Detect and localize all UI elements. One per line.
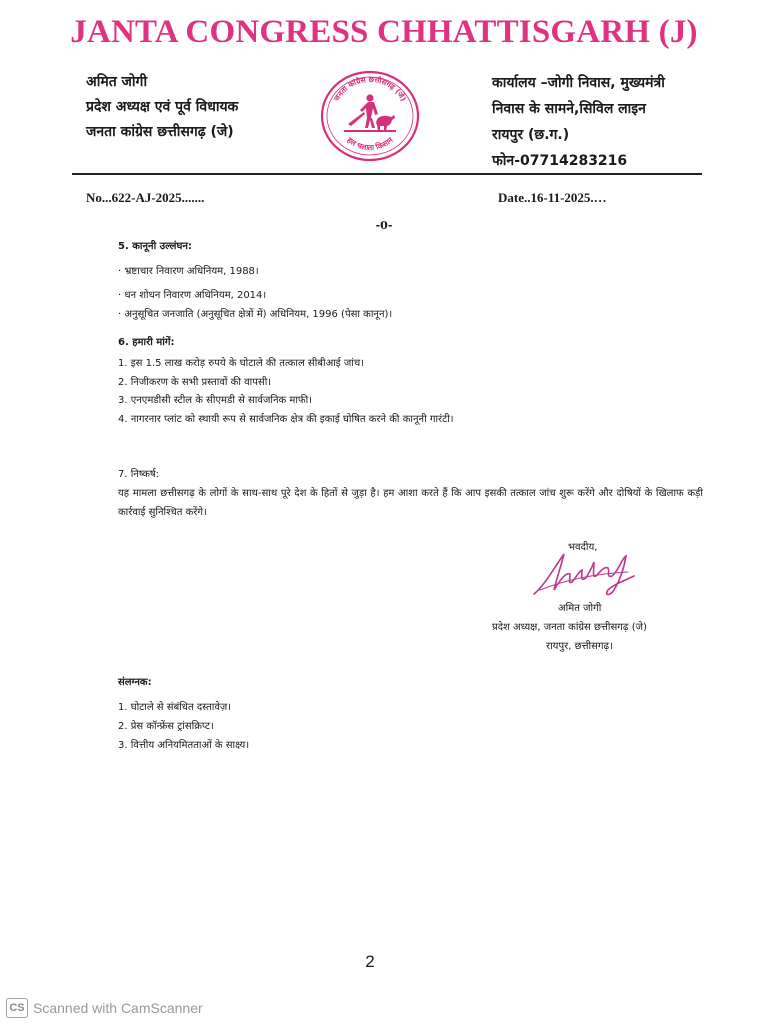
office-address-block (492, 70, 665, 174)
signature-image (530, 546, 640, 603)
salutation: भवदीय, (568, 542, 598, 553)
svg-text:हल चलाता किसान (345, 135, 396, 152)
reference-number: No...622-AJ-2025....... (86, 190, 205, 205)
logo-bottom-text: हल चलाता किसान (345, 135, 395, 153)
scanner-watermark (6, 998, 203, 1018)
list-item: 4. नागरनार प्लांट को स्थायी रूप से सार्वजनिक क्षेत्र की इकाई घोषित करने की कानूनी गारंटी। (118, 414, 454, 425)
sender-party: जनता कांग्रेस छत्तीसगढ़ (जे) (86, 124, 234, 140)
header-divider (72, 173, 702, 175)
signatory-place: रायपुर, छत्तीसगढ़। (546, 641, 613, 652)
attachments-heading: संलग्नक: (118, 677, 152, 688)
signatory-designation: प्रदेश अध्यक्ष, जनता कांग्रेस छत्तीसगढ़ (जे) (492, 622, 647, 633)
signatory-name: अमित जोगी (558, 603, 602, 614)
section-7-heading: 7. निष्कर्ष: (118, 469, 160, 480)
list-item: 2. निजीकरण के सभी प्रस्तावों की वापसी। (118, 377, 272, 388)
section-6-heading: 6. हमारी मांगें: (118, 337, 175, 348)
sender-name: अमित जोगी (86, 74, 148, 90)
office-phone: फोन-07714283216 (492, 153, 628, 169)
list-item: 3. एनएमडीसी स्टील के सीएमडी से सार्वजनिक माफी। (118, 395, 313, 406)
list-item: · अनुसूचित जनजाति (अनुसूचित क्षेत्रों में) अधिनियम, 1996 (पेसा कानून)। (118, 309, 393, 320)
camscanner-icon: CS (6, 998, 28, 1018)
list-item: 2. प्रेस कॉन्फ्रेंस ट्रांसक्रिप्ट। (118, 721, 214, 732)
party-title: JANTA CONGRESS CHHATTISGARH (J) (70, 14, 698, 50)
sender-block (86, 70, 238, 145)
sender-designation: प्रदेश अध्यक्ष एवं पूर्व विधायक (86, 99, 239, 115)
office-city: रायपुर (छ.ग.) (492, 127, 570, 143)
list-item: 1. इस 1.5 लाख करोड़ रुपये के घोटाले की तत्काल सीबीआई जांच। (118, 358, 365, 369)
conclusion-paragraph: यह मामला छत्तीसगढ़ के लोगों के साथ-साथ पूरे देश के हितों से जुड़ा है। हम आशा करते हैं कि आप इसकी तत्काल जांच शुरू करेंगे और दोषियों के खिलाफ कड़ी कार्रवाई सुनिश्चित करेंगे। (118, 488, 703, 518)
scanner-text: Scanned with CamScanner (33, 1000, 203, 1016)
office-address-line-2: निवास के सामने,सिविल लाइन (492, 101, 646, 117)
list-item: 1. घोटाले से संबंधित दस्तावेज़। (118, 702, 232, 713)
section-5-heading: 5. कानूनी उल्लंघन: (118, 241, 192, 252)
page-marker: -0- (375, 219, 393, 232)
list-item: · भ्रष्टाचार निवारण अधिनियम, 1988। (118, 266, 259, 277)
farmer-plough-icon (344, 94, 396, 132)
list-item: 3. वित्तीय अनियमितताओं के साक्ष्य। (118, 740, 250, 751)
party-logo (318, 70, 422, 162)
logo-top-text: जनता कांग्रेस छत्तीसगढ़ (जे) (331, 74, 409, 103)
list-item: · धन शोधन निवारण अधिनियम, 2014। (118, 290, 267, 301)
letter-date: Date..16-11-2025.… (498, 190, 607, 205)
page-number: 2 (365, 952, 375, 971)
office-address-line-1: कार्यालय –जोगी निवास, मुख्यमंत्री (492, 75, 665, 91)
